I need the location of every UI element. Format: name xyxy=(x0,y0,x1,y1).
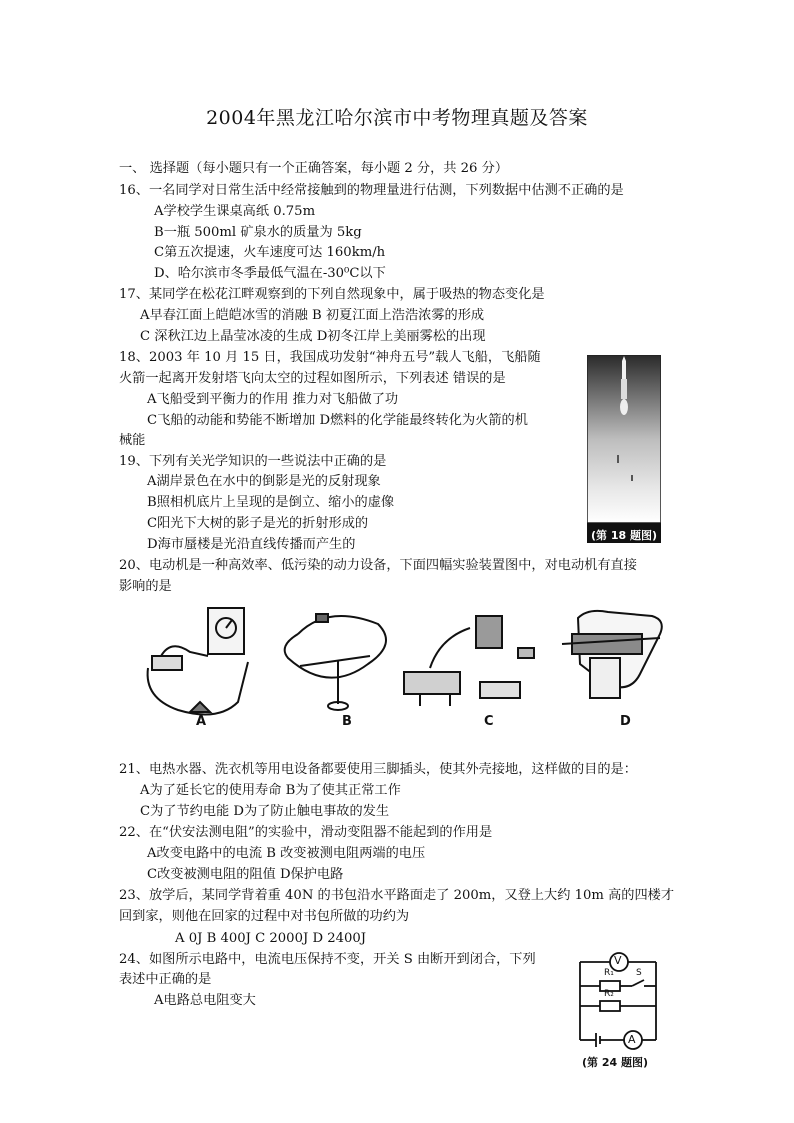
q23-stem-line1: 23、放学后，某同学背着重 40N 的书包沿水平路面走了 200m，又登上大约 10m 高的四楼才 xyxy=(119,888,675,903)
q20-figure xyxy=(120,598,676,740)
q16-option-b: B一瓶 500ml 矿泉水的质量为 5kg xyxy=(154,225,362,240)
rocket-launch-image xyxy=(587,355,661,543)
q18-stem-line1: 18、2003 年 10 月 15 日，我国成功发射“神舟五号”载人飞船，飞船随 xyxy=(119,350,541,365)
q20-label-d: D xyxy=(620,714,631,729)
q23-stem-line2: 回到家，则他在回家的过程中对书包所做的功约为 xyxy=(119,909,410,924)
section-heading: 一、 选择题（每小题只有一个正确答案，每小题 2 分，共 26 分） xyxy=(119,161,509,176)
q16-option-c: C第五次提速，火车速度可达 160km/h xyxy=(154,245,386,260)
q22-options-ab: A改变电路中的电流 B 改变被测电阻两端的电压 xyxy=(147,846,426,861)
q19-option-c: C阳光下大树的影子是光的折射形成的 xyxy=(147,516,369,531)
q19-stem: 19、下列有关光学知识的一些说法中正确的是 xyxy=(119,454,387,469)
q19-option-d: D海市蜃楼是光沿直线传播而产生的 xyxy=(147,537,356,552)
q21-stem: 21、电热水器、洗衣机等用电设备都要使用三脚插头，使其外壳接地，这样做的目的是： xyxy=(119,762,637,777)
page-title: 2004年黑龙江哈尔滨市中考物理真题及答案 xyxy=(206,107,588,129)
q16-option-a: A学校学生课桌高纸 0.75m xyxy=(154,204,316,219)
q18-options-ab: A飞船受到平衡力的作用 推力对飞船做了功 xyxy=(147,392,399,407)
q24-option-a: A电路总电阻变大 xyxy=(154,993,256,1008)
q24-figure xyxy=(572,944,664,1070)
q23-options: A 0J B 400J C 2000J D 2400J xyxy=(175,931,367,946)
q20-label-c: C xyxy=(484,714,494,729)
q24-stem-line1: 24、如图所示电路中，电流电压保持不变，开关 S 由断开到闭合，下列 xyxy=(119,952,536,967)
apparatus-d xyxy=(562,611,662,698)
q19-option-a: A湖岸景色在水中的倒影是光的反射现象 xyxy=(147,474,381,489)
voltmeter-label: V xyxy=(614,954,622,967)
q20-stem-line1: 20、电动机是一种高效率、低污染的动力设备，下面四幅实验装置图中，对电动机有直接 xyxy=(119,558,637,573)
q20-label-a: A xyxy=(196,714,207,729)
q24-figure-caption: (第 24 题图) xyxy=(582,1056,649,1069)
q18-stem-line2: 火箭一起离开发射塔飞向太空的过程如图所示，下列表述 错误的是 xyxy=(119,371,506,386)
q18-figure-caption: (第 18 题图) xyxy=(591,529,658,542)
r1-label: R₁ xyxy=(604,968,614,978)
q18-figure xyxy=(587,355,661,543)
q21-options-ab: A为了延长它的使用寿命 B为了使其正常工作 xyxy=(140,783,401,798)
apparatus-c xyxy=(404,616,534,706)
q19-option-b: B照相机底片上呈现的是倒立、缩小的虚像 xyxy=(147,495,395,510)
q21-options-cd: C为了节约电能 D为了防止触电事故的发生 xyxy=(140,804,390,819)
q17-options-cd: C 深秋江边上晶莹冰凌的生成 D初冬江岸上美丽雾松的出现 xyxy=(140,329,486,344)
apparatus-a xyxy=(148,608,248,715)
q18-options-cd-cont: 械能 xyxy=(119,433,146,448)
apparatus-b xyxy=(285,614,386,710)
q16-option-d: D、哈尔滨市冬季最低气温在-30⁰C以下 xyxy=(154,266,386,281)
q24-stem-line2: 表述中正确的是 xyxy=(119,972,212,987)
switch-label: S xyxy=(636,968,642,978)
q16-stem: 16、一名同学对日常生活中经常接触到的物理量进行估测，下列数据中估测不正确的是 xyxy=(119,183,624,198)
q20-label-b: B xyxy=(342,714,352,729)
q20-stem-line2: 影响的是 xyxy=(119,579,172,594)
q22-stem: 22、在“伏安法测电阻”的实验中，滑动变阻器不能起到的作用是 xyxy=(119,825,493,840)
q22-options-cd: C改变被测电阻的阻值 D保护电路 xyxy=(147,867,344,882)
q17-stem: 17、某同学在松花江畔观察到的下列自然现象中，属于吸热的物态变化是 xyxy=(119,287,545,302)
q17-options-ab: A早春江面上皑皑冰雪的消融 B 初夏江面上浩浩浓雾的形成 xyxy=(140,308,485,323)
ammeter-label: A xyxy=(628,1033,636,1046)
q18-options-cd: C飞船的动能和势能不断增加 D燃料的化学能最终转化为火箭的机 xyxy=(147,413,528,428)
r2-label: R₂ xyxy=(604,989,614,999)
